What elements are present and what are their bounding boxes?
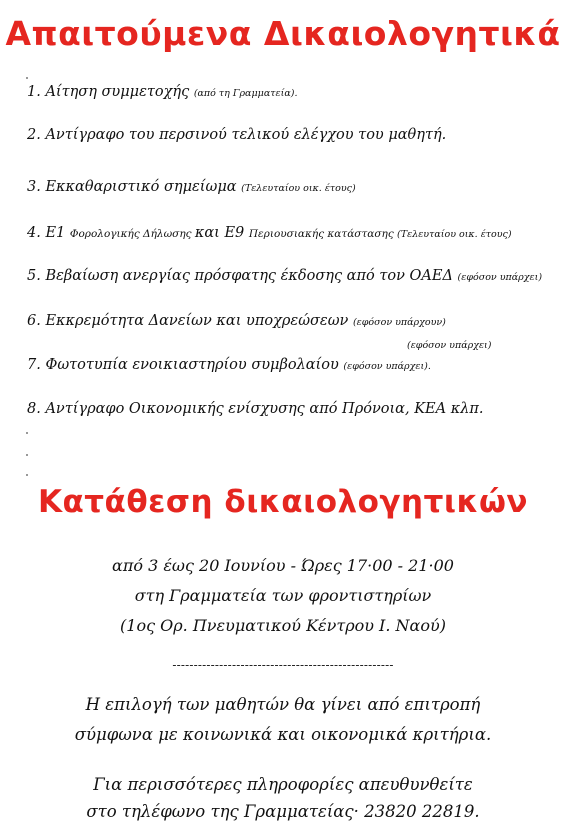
item-text: 5. Βεβαίωση ανεργίας πρόσφατης έκδοσης από τον ΟΑΕΔ	[27, 268, 458, 284]
item-text: 1. Αίτηση συμμετοχής	[27, 84, 194, 100]
submission-title: Κατάθεση δικαιολογητικών	[37, 484, 529, 520]
item-text-small: Φορολογικής Δήλωσης	[69, 228, 195, 240]
item-note: (εφόσον υπάρχει).	[343, 361, 431, 372]
info-phone-line: στο τηλέφωνο της Γραμματείας· 23820 22819.	[86, 802, 480, 821]
item-text: 2. Αντίγραφο του περσινού τελικού ελέγχου του μαθητή.	[27, 127, 447, 143]
item-text: 8. Αντίγραφο Οικονομικής ενίσχυσης από Πρόνοια, ΚΕΑ κλπ.	[27, 401, 484, 417]
bullet-dot	[26, 77, 28, 79]
bullet-dot	[26, 454, 28, 456]
item-text: και Ε9	[194, 225, 249, 241]
item-text: 7. Φωτοτυπία ενοικιαστηρίου συμβολαίου	[27, 357, 344, 373]
list-item	[27, 223, 512, 245]
list-item	[27, 125, 446, 145]
list-item	[27, 177, 356, 199]
selection-criteria	[0, 690, 566, 750]
list-item	[27, 399, 484, 419]
item-text: 3. Εκκαθαριστικό σημείωμα	[27, 179, 242, 195]
info-line: Για περισσότερες πληροφορίες απευθυνθείτε	[93, 775, 473, 794]
schedule-dates: από 3 έως 20 Ιουνίου - Ώρες 17·00 - 21·00	[112, 556, 454, 575]
item-note: (εφόσον υπάρχουν)	[352, 317, 446, 328]
divider: ----------------------------------------------------	[172, 658, 394, 672]
list-item	[27, 311, 446, 333]
bullet-dot	[26, 474, 28, 476]
item-8-note: (εφόσον υπάρχει)	[407, 340, 492, 351]
item-text-small: Περιουσιακής κατάστασης	[248, 228, 398, 240]
schedule-address: (1ος Ορ. Πνευματικού Κέντρου Ι. Ναού)	[120, 616, 446, 635]
bullet-dot	[26, 432, 28, 434]
item-note: (Τελευταίου οικ. έτους)	[397, 229, 512, 240]
selection-line: σύμφωνα με κοινωνικά και οικονομικά κριτήρια.	[74, 725, 492, 744]
submission-schedule	[0, 551, 566, 641]
item-note: (από τη Γραμματεία).	[193, 88, 298, 99]
schedule-location: στη Γραμματεία των φροντιστηρίων	[134, 586, 432, 605]
selection-line: Η επιλογή των μαθητών θα γίνει από επιτροπή	[85, 695, 481, 714]
list-item	[27, 266, 542, 288]
item-text: 6. Εκκρεμότητα Δανείων και υποχρεώσεων	[27, 313, 353, 329]
list-item	[27, 82, 297, 104]
item-note: (Τελευταίου οικ. έτους)	[241, 183, 356, 194]
item-note: (εφόσον υπάρχει)	[457, 272, 543, 283]
list-item	[27, 355, 431, 377]
contact-info	[0, 771, 566, 825]
required-documents-title: Απαιτούμενα Δικαιολογητικά	[5, 14, 561, 53]
item-text: 4. Ε1	[27, 225, 70, 241]
